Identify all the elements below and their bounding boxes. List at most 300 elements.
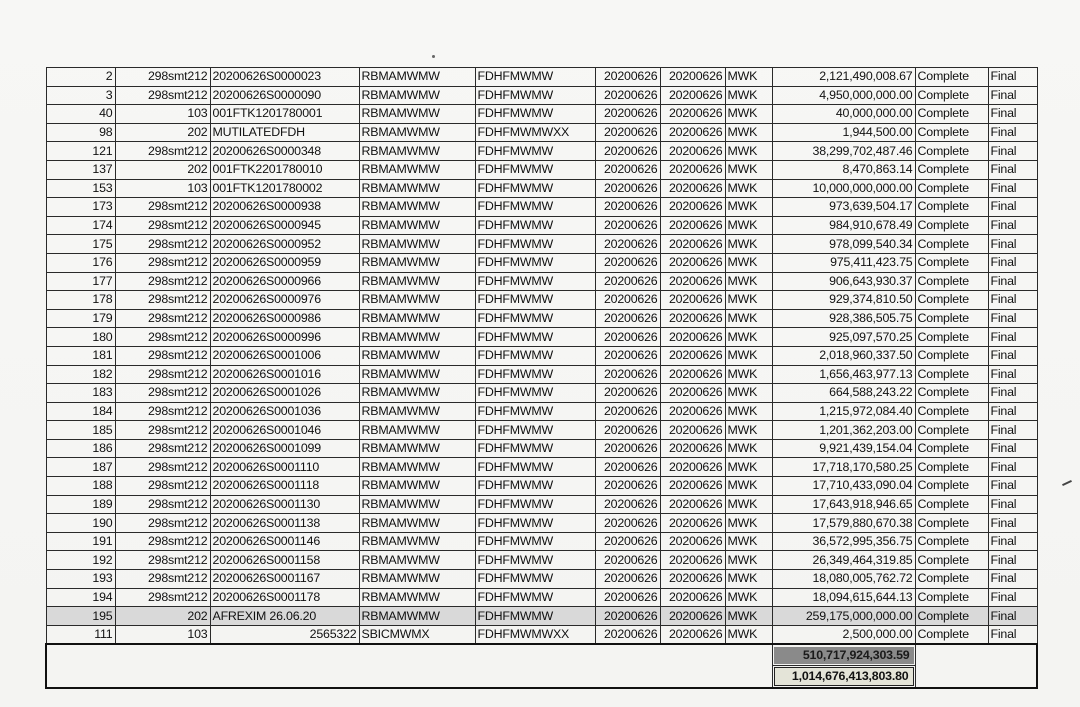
finality-cell: Final [988, 216, 1037, 235]
currency-cell: MWK [725, 235, 772, 254]
reference-code-cell: 298smt212 [115, 328, 210, 347]
row-index-cell: 111 [46, 625, 115, 644]
currency-cell: MWK [725, 68, 772, 87]
subtotal-amount: 510,717,924,303.59 [774, 647, 914, 664]
finality-cell: Final [988, 198, 1037, 217]
amount-cell: 26,349,464,319.85 [772, 551, 915, 570]
sender-bic-cell: RBMAMWMW [359, 477, 475, 496]
currency-cell: MWK [725, 421, 772, 440]
amount-cell: 1,215,972,084.40 [772, 402, 915, 421]
settlement-date-cell: 20200626 [660, 291, 725, 310]
row-index-cell: 3 [46, 86, 115, 105]
transaction-reference-cell: 20200626S0001146 [210, 532, 359, 551]
sender-bic-cell: RBMAMWMW [359, 123, 475, 142]
table-row [46, 142, 1037, 161]
amount-cell: 17,710,433,090.04 [772, 477, 915, 496]
table-row [46, 272, 1037, 291]
status-cell: Complete [915, 235, 988, 254]
settlement-date-cell: 20200626 [660, 495, 725, 514]
receiver-bic-cell: FDHFMWMW [475, 179, 595, 198]
currency-cell: MWK [725, 253, 772, 272]
value-date-cell: 20200626 [595, 551, 660, 570]
settlement-date-cell: 20200626 [660, 365, 725, 384]
amount-cell: 4,950,000,000.00 [772, 86, 915, 105]
table-row [46, 570, 1037, 589]
amount-cell: 259,175,000,000.00 [772, 607, 915, 626]
value-date-cell: 20200626 [595, 384, 660, 403]
settlement-date-cell: 20200626 [660, 607, 725, 626]
receiver-bic-cell: FDHFMWMW [475, 235, 595, 254]
value-date-cell: 20200626 [595, 402, 660, 421]
receiver-bic-cell: FDHFMWMW [475, 495, 595, 514]
reference-code-cell: 298smt212 [115, 588, 210, 607]
reference-code-cell: 298smt212 [115, 142, 210, 161]
currency-cell: MWK [725, 309, 772, 328]
currency-cell: MWK [725, 272, 772, 291]
transaction-reference-cell: 001FTK1201780002 [210, 179, 359, 198]
subtotal-row [46, 644, 1037, 665]
currency-cell: MWK [725, 142, 772, 161]
receiver-bic-cell: FDHFMWMW [475, 532, 595, 551]
transactions-table-body [46, 68, 1037, 689]
amount-cell: 18,094,615,644.13 [772, 588, 915, 607]
transactions-table [45, 67, 1038, 689]
currency-cell: MWK [725, 216, 772, 235]
value-date-cell: 20200626 [595, 68, 660, 87]
value-date-cell: 20200626 [595, 477, 660, 496]
currency-cell: MWK [725, 402, 772, 421]
status-cell: Complete [915, 198, 988, 217]
sender-bic-cell: RBMAMWMW [359, 142, 475, 161]
finality-cell: Final [988, 625, 1037, 644]
table-row [46, 458, 1037, 477]
receiver-bic-cell: FDHFMWMW [475, 588, 595, 607]
settlement-date-cell: 20200626 [660, 514, 725, 533]
receiver-bic-cell: FDHFMWMW [475, 160, 595, 179]
reference-code-cell: 103 [115, 179, 210, 198]
reference-code-cell: 298smt212 [115, 86, 210, 105]
finality-cell: Final [988, 514, 1037, 533]
sender-bic-cell: RBMAMWMW [359, 588, 475, 607]
value-date-cell: 20200626 [595, 86, 660, 105]
finality-cell: Final [988, 105, 1037, 124]
status-cell: Complete [915, 105, 988, 124]
transaction-reference-cell: MUTILATEDFDH [210, 123, 359, 142]
row-index-cell: 189 [46, 495, 115, 514]
totals-tail [915, 644, 1037, 688]
transaction-reference-cell: 20200626S0001167 [210, 570, 359, 589]
finality-cell: Final [988, 160, 1037, 179]
sender-bic-cell: RBMAMWMW [359, 253, 475, 272]
finality-cell: Final [988, 588, 1037, 607]
receiver-bic-cell: FDHFMWMW [475, 291, 595, 310]
sender-bic-cell: RBMAMWMW [359, 607, 475, 626]
table-row [46, 477, 1037, 496]
amount-cell: 664,588,243.22 [772, 384, 915, 403]
transaction-reference-cell: 2565322 [210, 625, 359, 644]
sender-bic-cell: RBMAMWMW [359, 160, 475, 179]
reference-code-cell: 103 [115, 625, 210, 644]
row-index-cell: 176 [46, 253, 115, 272]
receiver-bic-cell: FDHFMWMW [475, 105, 595, 124]
sender-bic-cell: RBMAMWMW [359, 68, 475, 87]
amount-cell: 17,579,880,670.38 [772, 514, 915, 533]
row-index-cell: 178 [46, 291, 115, 310]
row-index-cell: 185 [46, 421, 115, 440]
status-cell: Complete [915, 402, 988, 421]
receiver-bic-cell: FDHFMWMW [475, 607, 595, 626]
currency-cell: MWK [725, 384, 772, 403]
reference-code-cell: 298smt212 [115, 439, 210, 458]
reference-code-cell: 298smt212 [115, 421, 210, 440]
transaction-reference-cell: 20200626S0000945 [210, 216, 359, 235]
value-date-cell: 20200626 [595, 142, 660, 161]
transaction-reference-cell: 20200626S0001016 [210, 365, 359, 384]
status-cell: Complete [915, 68, 988, 87]
transaction-reference-cell: 20200626S0000348 [210, 142, 359, 161]
finality-cell: Final [988, 86, 1037, 105]
amount-cell: 18,080,005,762.72 [772, 570, 915, 589]
finality-cell: Final [988, 142, 1037, 161]
currency-cell: MWK [725, 570, 772, 589]
currency-cell: MWK [725, 105, 772, 124]
value-date-cell: 20200626 [595, 123, 660, 142]
transaction-reference-cell: 20200626S0001118 [210, 477, 359, 496]
scan-speck [432, 55, 435, 58]
settlement-date-cell: 20200626 [660, 160, 725, 179]
row-index-cell: 193 [46, 570, 115, 589]
settlement-date-cell: 20200626 [660, 142, 725, 161]
row-index-cell: 186 [46, 439, 115, 458]
row-index-cell: 191 [46, 532, 115, 551]
reference-code-cell: 298smt212 [115, 477, 210, 496]
table-row [46, 532, 1037, 551]
grand-total-cell [772, 666, 915, 689]
currency-cell: MWK [725, 551, 772, 570]
settlement-date-cell: 20200626 [660, 253, 725, 272]
reference-code-cell: 298smt212 [115, 346, 210, 365]
row-index-cell: 2 [46, 68, 115, 87]
status-cell: Complete [915, 607, 988, 626]
sender-bic-cell: RBMAMWMW [359, 384, 475, 403]
status-cell: Complete [915, 477, 988, 496]
transaction-reference-cell: 20200626S0000938 [210, 198, 359, 217]
sender-bic-cell: RBMAMWMW [359, 570, 475, 589]
receiver-bic-cell: FDHFMWMW [475, 68, 595, 87]
reference-code-cell: 298smt212 [115, 235, 210, 254]
settlement-date-cell: 20200626 [660, 458, 725, 477]
transaction-reference-cell: 20200626S0001158 [210, 551, 359, 570]
receiver-bic-cell: FDHFMWMW [475, 142, 595, 161]
sender-bic-cell: RBMAMWMW [359, 346, 475, 365]
table-row [46, 179, 1037, 198]
settlement-date-cell: 20200626 [660, 105, 725, 124]
amount-cell: 928,386,505.75 [772, 309, 915, 328]
amount-cell: 925,097,570.25 [772, 328, 915, 347]
row-index-cell: 175 [46, 235, 115, 254]
value-date-cell: 20200626 [595, 253, 660, 272]
reference-code-cell: 202 [115, 607, 210, 626]
row-index-cell: 98 [46, 123, 115, 142]
transaction-reference-cell: 20200626S0001178 [210, 588, 359, 607]
row-index-cell: 195 [46, 607, 115, 626]
reference-code-cell: 298smt212 [115, 253, 210, 272]
value-date-cell: 20200626 [595, 291, 660, 310]
table-row [46, 253, 1037, 272]
status-cell: Complete [915, 439, 988, 458]
row-index-cell: 153 [46, 179, 115, 198]
sender-bic-cell: RBMAMWMW [359, 365, 475, 384]
receiver-bic-cell: FDHFMWMWXX [475, 123, 595, 142]
reference-code-cell: 298smt212 [115, 458, 210, 477]
currency-cell: MWK [725, 439, 772, 458]
settlement-date-cell: 20200626 [660, 179, 725, 198]
receiver-bic-cell: FDHFMWMW [475, 570, 595, 589]
sender-bic-cell: RBMAMWMW [359, 309, 475, 328]
status-cell: Complete [915, 216, 988, 235]
finality-cell: Final [988, 607, 1037, 626]
table-row [46, 495, 1037, 514]
settlement-date-cell: 20200626 [660, 570, 725, 589]
settlement-date-cell: 20200626 [660, 216, 725, 235]
value-date-cell: 20200626 [595, 588, 660, 607]
finality-cell: Final [988, 309, 1037, 328]
status-cell: Complete [915, 179, 988, 198]
settlement-date-cell: 20200626 [660, 402, 725, 421]
transaction-reference-cell: 20200626S0001138 [210, 514, 359, 533]
transaction-reference-cell: 20200626S0001026 [210, 384, 359, 403]
table-row [46, 291, 1037, 310]
value-date-cell: 20200626 [595, 309, 660, 328]
currency-cell: MWK [725, 495, 772, 514]
sender-bic-cell: RBMAMWMW [359, 328, 475, 347]
row-index-cell: 182 [46, 365, 115, 384]
currency-cell: MWK [725, 588, 772, 607]
settlement-date-cell: 20200626 [660, 272, 725, 291]
receiver-bic-cell: FDHFMWMW [475, 198, 595, 217]
currency-cell: MWK [725, 625, 772, 644]
sender-bic-cell: RBMAMWMW [359, 458, 475, 477]
finality-cell: Final [988, 365, 1037, 384]
finality-cell: Final [988, 402, 1037, 421]
row-index-cell: 188 [46, 477, 115, 496]
transaction-reference-cell: 20200626S0001130 [210, 495, 359, 514]
status-cell: Complete [915, 365, 988, 384]
transaction-reference-cell: 20200626S0001099 [210, 439, 359, 458]
amount-cell: 906,643,930.37 [772, 272, 915, 291]
finality-cell: Final [988, 532, 1037, 551]
currency-cell: MWK [725, 532, 772, 551]
row-index-cell: 174 [46, 216, 115, 235]
row-index-cell: 180 [46, 328, 115, 347]
transaction-reference-cell: 20200626S0001110 [210, 458, 359, 477]
value-date-cell: 20200626 [595, 439, 660, 458]
status-cell: Complete [915, 570, 988, 589]
reference-code-cell: 298smt212 [115, 309, 210, 328]
status-cell: Complete [915, 346, 988, 365]
amount-cell: 36,572,995,356.75 [772, 532, 915, 551]
sender-bic-cell: RBMAMWMW [359, 495, 475, 514]
status-cell: Complete [915, 625, 988, 644]
reference-code-cell: 298smt212 [115, 68, 210, 87]
finality-cell: Final [988, 495, 1037, 514]
currency-cell: MWK [725, 198, 772, 217]
receiver-bic-cell: FDHFMWMW [475, 86, 595, 105]
transaction-reference-cell: AFREXIM 26.06.20 [210, 607, 359, 626]
settlement-date-cell: 20200626 [660, 198, 725, 217]
sender-bic-cell: RBMAMWMW [359, 532, 475, 551]
status-cell: Complete [915, 458, 988, 477]
value-date-cell: 20200626 [595, 458, 660, 477]
reference-code-cell: 298smt212 [115, 272, 210, 291]
settlement-date-cell: 20200626 [660, 439, 725, 458]
receiver-bic-cell: FDHFMWMW [475, 346, 595, 365]
settlement-date-cell: 20200626 [660, 309, 725, 328]
value-date-cell: 20200626 [595, 532, 660, 551]
settlement-date-cell: 20200626 [660, 123, 725, 142]
currency-cell: MWK [725, 160, 772, 179]
value-date-cell: 20200626 [595, 328, 660, 347]
transaction-reference-cell: 20200626S0000966 [210, 272, 359, 291]
value-date-cell: 20200626 [595, 272, 660, 291]
amount-cell: 9,921,439,154.04 [772, 439, 915, 458]
transaction-reference-cell: 20200626S0000090 [210, 86, 359, 105]
sender-bic-cell: RBMAMWMW [359, 421, 475, 440]
row-index-cell: 184 [46, 402, 115, 421]
row-index-cell: 192 [46, 551, 115, 570]
receiver-bic-cell: FDHFMWMW [475, 514, 595, 533]
receiver-bic-cell: FDHFMWMW [475, 328, 595, 347]
receiver-bic-cell: FDHFMWMW [475, 458, 595, 477]
status-cell: Complete [915, 588, 988, 607]
status-cell: Complete [915, 160, 988, 179]
receiver-bic-cell: FDHFMWMW [475, 365, 595, 384]
value-date-cell: 20200626 [595, 365, 660, 384]
settlement-date-cell: 20200626 [660, 421, 725, 440]
table-row [46, 588, 1037, 607]
value-date-cell: 20200626 [595, 570, 660, 589]
value-date-cell: 20200626 [595, 198, 660, 217]
table-row [46, 384, 1037, 403]
status-cell: Complete [915, 384, 988, 403]
currency-cell: MWK [725, 477, 772, 496]
status-cell: Complete [915, 328, 988, 347]
status-cell: Complete [915, 309, 988, 328]
currency-cell: MWK [725, 123, 772, 142]
receiver-bic-cell: FDHFMWMW [475, 272, 595, 291]
receiver-bic-cell: FDHFMWMW [475, 253, 595, 272]
currency-cell: MWK [725, 346, 772, 365]
settlement-date-cell: 20200626 [660, 532, 725, 551]
sender-bic-cell: RBMAMWMW [359, 551, 475, 570]
sender-bic-cell: RBMAMWMW [359, 179, 475, 198]
receiver-bic-cell: FDHFMWMW [475, 216, 595, 235]
finality-cell: Final [988, 439, 1037, 458]
table-row [46, 198, 1037, 217]
row-index-cell: 40 [46, 105, 115, 124]
row-index-cell: 179 [46, 309, 115, 328]
amount-cell: 40,000,000.00 [772, 105, 915, 124]
value-date-cell: 20200626 [595, 216, 660, 235]
table-row [46, 309, 1037, 328]
row-index-cell: 137 [46, 160, 115, 179]
reference-code-cell: 103 [115, 105, 210, 124]
table-row [46, 439, 1037, 458]
sender-bic-cell: RBMAMWMW [359, 86, 475, 105]
value-date-cell: 20200626 [595, 160, 660, 179]
finality-cell: Final [988, 68, 1037, 87]
table-row [46, 607, 1037, 626]
currency-cell: MWK [725, 86, 772, 105]
table-row [46, 346, 1037, 365]
value-date-cell: 20200626 [595, 421, 660, 440]
row-index-cell: 173 [46, 198, 115, 217]
settlement-date-cell: 20200626 [660, 68, 725, 87]
amount-cell: 17,643,918,946.65 [772, 495, 915, 514]
sender-bic-cell: RBMAMWMW [359, 272, 475, 291]
amount-cell: 975,411,423.75 [772, 253, 915, 272]
table-row [46, 105, 1037, 124]
finality-cell: Final [988, 235, 1037, 254]
amount-cell: 984,910,678.49 [772, 216, 915, 235]
currency-cell: MWK [725, 179, 772, 198]
receiver-bic-cell: FDHFMWMW [475, 384, 595, 403]
sender-bic-cell: RBMAMWMW [359, 402, 475, 421]
sender-bic-cell: RBMAMWMW [359, 514, 475, 533]
finality-cell: Final [988, 570, 1037, 589]
finality-cell: Final [988, 123, 1037, 142]
finality-cell: Final [988, 421, 1037, 440]
reference-code-cell: 298smt212 [115, 570, 210, 589]
reference-code-cell: 202 [115, 160, 210, 179]
transaction-reference-cell: 20200626S0000986 [210, 309, 359, 328]
amount-cell: 1,201,362,203.00 [772, 421, 915, 440]
receiver-bic-cell: FDHFMWMWXX [475, 625, 595, 644]
row-index-cell: 177 [46, 272, 115, 291]
table-row [46, 551, 1037, 570]
status-cell: Complete [915, 421, 988, 440]
status-cell: Complete [915, 272, 988, 291]
table-row [46, 216, 1037, 235]
finality-cell: Final [988, 477, 1037, 496]
reference-code-cell: 202 [115, 123, 210, 142]
sender-bic-cell: RBMAMWMW [359, 291, 475, 310]
currency-cell: MWK [725, 365, 772, 384]
reference-code-cell: 298smt212 [115, 514, 210, 533]
amount-cell: 1,656,463,977.13 [772, 365, 915, 384]
settlement-date-cell: 20200626 [660, 384, 725, 403]
reference-code-cell: 298smt212 [115, 291, 210, 310]
amount-cell: 17,718,170,580.25 [772, 458, 915, 477]
table-row [46, 160, 1037, 179]
amount-cell: 38,299,702,487.46 [772, 142, 915, 161]
status-cell: Complete [915, 291, 988, 310]
table-row [46, 123, 1037, 142]
finality-cell: Final [988, 384, 1037, 403]
settlement-date-cell: 20200626 [660, 328, 725, 347]
totals-spacer [46, 644, 772, 688]
transaction-reference-cell: 001FTK2201780010 [210, 160, 359, 179]
table-row [46, 86, 1037, 105]
value-date-cell: 20200626 [595, 625, 660, 644]
sender-bic-cell: RBMAMWMW [359, 216, 475, 235]
reference-code-cell: 298smt212 [115, 384, 210, 403]
transaction-reference-cell: 20200626S0000996 [210, 328, 359, 347]
currency-cell: MWK [725, 514, 772, 533]
receiver-bic-cell: FDHFMWMW [475, 551, 595, 570]
transaction-reference-cell: 001FTK1201780001 [210, 105, 359, 124]
sender-bic-cell: RBMAMWMW [359, 198, 475, 217]
